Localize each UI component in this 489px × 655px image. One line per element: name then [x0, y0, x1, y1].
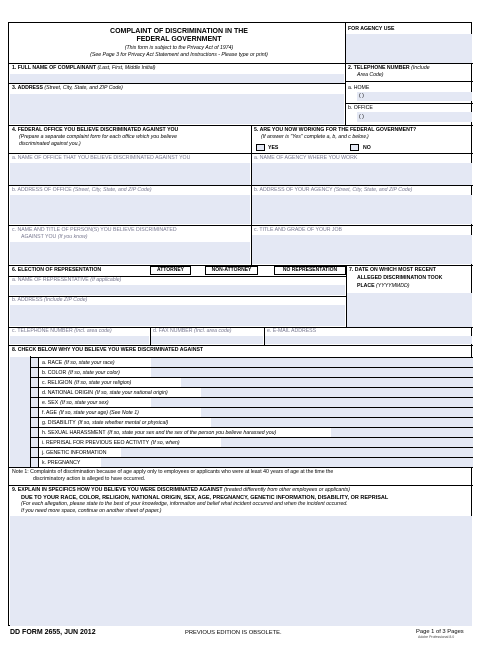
- basis-row: [31, 407, 473, 417]
- yes-label: YES: [268, 145, 279, 151]
- agency-address-field[interactable]: [252, 195, 472, 224]
- federal-office-label: 4. FEDERAL OFFICE YOU BELIEVE DISCRIMINATED AGAINST YOU: [12, 127, 179, 133]
- basis-label: [42, 450, 108, 456]
- basis-key: c. RELIGION: [42, 379, 73, 386]
- basis-hint: (If so, state your sex): [60, 399, 109, 406]
- basis-hint: (If so, state your age) (See Note 1): [59, 409, 139, 416]
- telephone-label: 2. TELEPHONE NUMBER (Include: [348, 65, 430, 71]
- form-title-line2: FEDERAL GOVERNMENT: [136, 36, 222, 44]
- form-title-line1: COMPLAINT OF DISCRIMINATION IN THE: [110, 28, 248, 35]
- basis-label: 8. CHECK BELOW WHY YOU BELIEVE YOU WERE DISCRIMINATED AGAINST: [12, 347, 204, 353]
- basis-row: [31, 367, 473, 377]
- edition-note: PREVIOUS EDITION IS OBSOLETE.: [185, 630, 282, 636]
- basis-row: [31, 387, 473, 397]
- basis-hint: (If so, state whether mental or physical): [77, 419, 169, 426]
- basis-hint: (If so, state your national origin): [95, 389, 168, 396]
- basis-key: j. GENETIC INFORMATION: [42, 449, 107, 456]
- date-field[interactable]: [347, 293, 472, 327]
- basis-checkbox[interactable]: [31, 418, 39, 427]
- form-title: [49, 28, 309, 44]
- date-label-line2: ALLEGED DISCRIMINATION TOOK: [357, 275, 443, 281]
- basis-key: g. DISABILITY: [42, 419, 76, 426]
- basis-hint: (If so, state your race): [64, 359, 115, 366]
- office-name-field[interactable]: [10, 163, 250, 185]
- basis-detail-field[interactable]: [181, 378, 473, 387]
- basis-detail-field[interactable]: [151, 368, 473, 377]
- instructions-note: (See Page 3 for Privacy Act Statement and Instructions - Please type or print): [90, 52, 268, 58]
- basis-checkbox[interactable]: [31, 398, 39, 407]
- form-number: DD FORM 2655, JUN 2012: [10, 629, 96, 636]
- basis-checkbox[interactable]: [31, 408, 39, 417]
- office-address-field[interactable]: [10, 195, 250, 224]
- date-label-line3: PLACE (YYYYMMDD): [357, 283, 410, 289]
- basis-detail-field[interactable]: [221, 438, 473, 447]
- representation-label: 6. ELECTION OF REPRESENTATION: [12, 267, 102, 273]
- basis-hint: (If so, state your religion): [74, 379, 132, 386]
- basis-label: [42, 420, 168, 426]
- basis-row: [31, 457, 473, 467]
- basis-checkbox[interactable]: [31, 438, 39, 447]
- basis-checkbox[interactable]: [31, 458, 39, 467]
- basis-row: [31, 357, 473, 367]
- explain-field[interactable]: [10, 516, 472, 626]
- basis-key: i. REPRISAL FOR PREVIOUS EEO ACTIVITY: [42, 439, 150, 446]
- telephone-hint: Area Code): [357, 72, 384, 78]
- basis-key: e. SEX: [42, 399, 59, 406]
- rep-fax-field[interactable]: [151, 336, 263, 344]
- representative-address-field[interactable]: [10, 305, 345, 326]
- basis-key: h. SEXUAL HARASSMENT: [42, 429, 106, 436]
- non-attorney-option[interactable]: NON-ATTORNEY: [205, 266, 258, 275]
- office-phone-paren: ( ): [359, 114, 364, 120]
- basis-detail-field[interactable]: [151, 358, 473, 367]
- job-title-field[interactable]: [252, 235, 472, 264]
- office-phone-field[interactable]: [357, 112, 472, 122]
- rep-email-label: e. E-MAIL ADDRESS: [267, 328, 317, 334]
- person-name-field[interactable]: [10, 242, 250, 264]
- agency-address-label: b. ADDRESS OF YOUR AGENCY (Street, City, State, and ZIP Code): [254, 187, 413, 193]
- federal-office-hint1: (Prepare a separate complaint form for each office which you believe: [19, 134, 178, 140]
- basis-checkbox[interactable]: [31, 448, 39, 457]
- rep-fax-label: d. FAX NUMBER (Incl. area code): [153, 328, 232, 334]
- person-name-label2: AGAINST YOU (If you know): [21, 234, 88, 240]
- basis-detail-field[interactable]: [101, 458, 473, 467]
- basis-checkbox[interactable]: [31, 368, 39, 377]
- explain-label-line2: DUE TO YOUR RACE, COLOR, RELIGION, NATIONAL ORIGIN, SEX, AGE, PREGNANCY, GENETIC INFORMATION, DISABILITY, OR REPRISAL: [21, 495, 389, 501]
- basis-key: a. RACE: [42, 359, 63, 366]
- office-address-label: b. ADDRESS OF OFFICE (Street, City, State, and ZIP Code): [12, 187, 152, 193]
- basis-checkbox[interactable]: [31, 378, 39, 387]
- basis-key: f. AGE: [42, 409, 57, 416]
- office-name-label: a. NAME OF OFFICE THAT YOU BELIEVE DISCRIMINATED AGAINST YOU: [12, 155, 191, 161]
- basis-checkbox[interactable]: [31, 388, 39, 397]
- basis-label: [42, 440, 180, 446]
- agency-use-field[interactable]: [346, 34, 472, 63]
- basis-row: [31, 377, 473, 387]
- basis-checkbox[interactable]: [31, 428, 39, 437]
- home-phone-label: a. HOME: [348, 85, 370, 91]
- working-federal-label: 5. ARE YOU NOW WORKING FOR THE FEDERAL GOVERNMENT?: [254, 127, 417, 133]
- agency-name-label: a. NAME OF AGENCY WHERE YOU WORK: [254, 155, 358, 161]
- basis-key: d. NATIONAL ORIGIN: [42, 389, 94, 396]
- page-number: Page 1 of 3 Pages: [416, 629, 464, 635]
- basis-label: [42, 380, 131, 386]
- basis-checkbox[interactable]: [31, 358, 39, 367]
- basis-label: [42, 400, 109, 406]
- no-representation-option[interactable]: NO REPRESENTATION: [274, 266, 346, 275]
- basis-detail-field[interactable]: [331, 428, 473, 437]
- home-phone-field[interactable]: [357, 92, 472, 101]
- basis-detail-field[interactable]: [201, 388, 473, 397]
- basis-label: [42, 370, 120, 376]
- agency-use-label: FOR AGENCY USE: [348, 26, 395, 32]
- basis-row: [31, 447, 473, 457]
- office-phone-label: b. OFFICE: [348, 105, 373, 111]
- agency-name-field[interactable]: [252, 163, 472, 185]
- working-federal-hint: (If answer is "Yes" complete a, b, and c below.): [261, 134, 369, 140]
- age-note-line2: discriminatory action is alleged to have occurred.: [33, 476, 146, 482]
- basis-key: b. COLOR: [42, 369, 67, 376]
- rep-phone-label: c. TELEPHONE NUMBER (Incl. area code): [12, 328, 112, 334]
- adobe-note: Adobe Professional 8.0: [418, 635, 455, 639]
- basis-margin: [10, 357, 30, 467]
- address-label: 3. ADDRESS (Street, City, State, and ZIP Code): [12, 85, 123, 91]
- home-phone-paren: ( ): [359, 93, 364, 99]
- federal-office-hint2: discriminated against you.): [19, 141, 81, 147]
- basis-hint: (If so, when): [151, 439, 180, 446]
- basis-detail-field[interactable]: [201, 408, 473, 417]
- age-note-line1: Note 1: Complaints of discrimination because of age apply only to employees or applicants who were at least 40 years of age at the time the: [12, 469, 334, 475]
- job-title-label: c. TITLE AND GRADE OF YOUR JOB: [254, 227, 343, 233]
- basis-label: [42, 430, 276, 436]
- full-name-label: 1. FULL NAME OF COMPLAINANT (Last, First, Middle Initial): [12, 65, 156, 71]
- explain-label: 9. EXPLAIN IN SPECIFICS HOW YOU BELIEVE YOU WERE DISCRIMINATED AGAINST (treated differently from other employees or applicants): [12, 487, 350, 493]
- no-label: NO: [363, 145, 371, 151]
- rep-email-field[interactable]: [265, 336, 472, 344]
- basis-row: [31, 417, 473, 427]
- basis-detail-field[interactable]: [211, 418, 473, 427]
- explain-instructions-line1: (For each allegation, please state to the best of your knowledge, information and belief what incident occurred and when the incident occurred.: [21, 501, 348, 507]
- address-field[interactable]: [10, 94, 344, 124]
- person-name-label: c. NAME AND TITLE OF PERSON(S) YOU BELIEVE DISCRIMINATED: [12, 227, 177, 233]
- basis-detail-field[interactable]: [151, 398, 473, 407]
- basis-label: [42, 410, 139, 416]
- basis-row: [31, 437, 473, 447]
- representative-name-label: a. NAME OF REPRESENTATIVE (If applicable): [12, 277, 122, 283]
- explain-instructions-line2: If you need more space, continue on another sheet of paper.): [21, 508, 162, 514]
- basis-key: k. PREGNANCY: [42, 459, 81, 466]
- full-name-field[interactable]: [10, 74, 344, 83]
- date-label-line1: 7. DATE ON WHICH MOST RECENT: [349, 267, 436, 273]
- basis-hint: (If so, state your sex and the sex of the person you believe harassed you): [107, 429, 277, 436]
- basis-hint: (If so, state your color): [68, 369, 120, 376]
- basis-label: [42, 460, 82, 466]
- basis-row: [31, 427, 473, 437]
- representative-address-label: b. ADDRESS (Include ZIP Code): [12, 297, 88, 303]
- basis-row: [31, 397, 473, 407]
- complaint-form: [8, 22, 472, 626]
- privacy-act-note: (This form is subject to the Privacy Act of 1974): [124, 45, 234, 51]
- no-checkbox[interactable]: [350, 144, 359, 151]
- basis-label: [42, 360, 115, 366]
- attorney-option[interactable]: ATTORNEY: [150, 266, 191, 275]
- yes-checkbox[interactable]: [256, 144, 265, 151]
- basis-label: [42, 390, 168, 396]
- representative-name-field[interactable]: [10, 285, 345, 295]
- rep-phone-field[interactable]: [10, 336, 149, 344]
- basis-detail-field[interactable]: [121, 448, 473, 457]
